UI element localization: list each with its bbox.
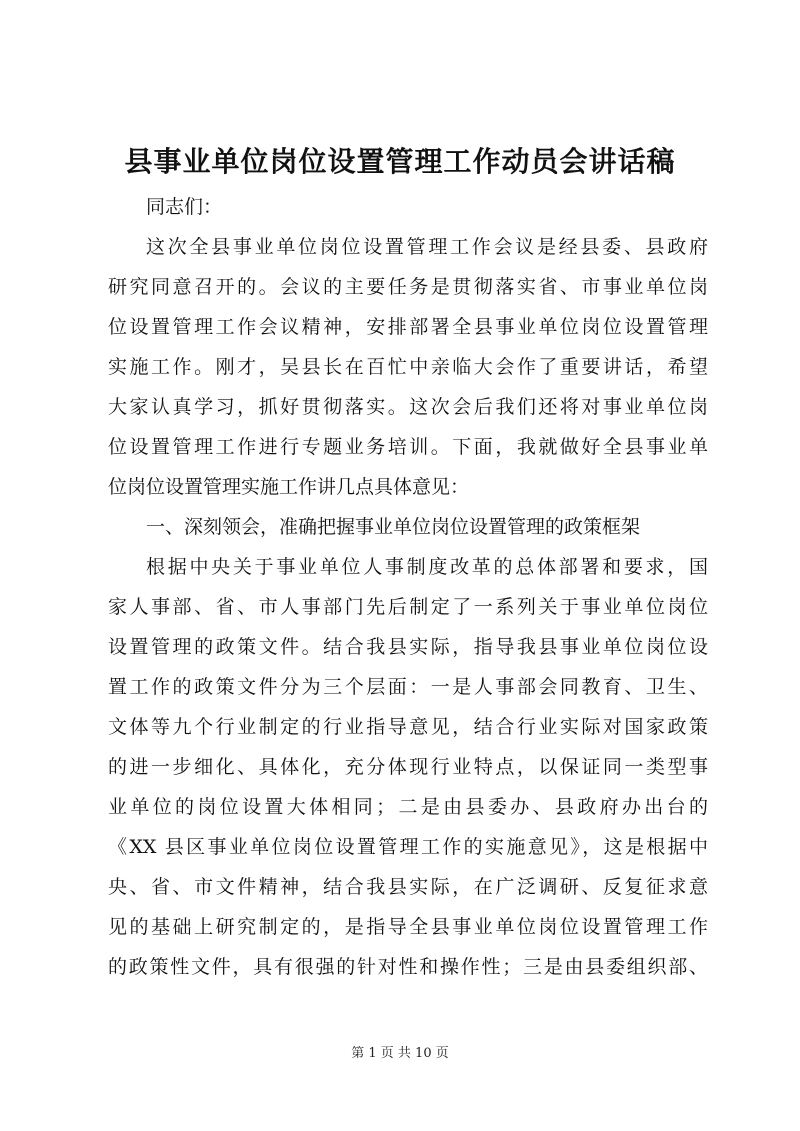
text-line: 央、省、市文件精神，结合我县实际，在广泛调研、反复征求意 [108,876,708,898]
text-line: 业单位的岗位设置大体相同；二是由县委办、县政府办出台的 [108,796,708,818]
greeting-paragraph [108,187,708,227]
section-heading [108,507,708,547]
text-line: 同志们： [146,196,223,218]
page-footer: 第 1 页 共 10 页 [351,1046,449,1061]
document-body [108,187,708,987]
text-line: 的进一步细化、具体化，充分体现行业特点，以保证同一类型事 [108,756,708,778]
text-line: 一、深刻领会，准确把握事业单位岗位设置管理的政策框架 [146,516,641,538]
text-line: 实施工作。刚才，吴县长在百忙中亲临大会作了重要讲话，希望 [108,356,708,378]
text-line: 置工作的政策文件分为三个层面：一是人事部会同教育、卫生、 [108,676,708,698]
text-line: 位设置管理工作会议精神，安排部署全县事业单位岗位设置管理 [108,316,708,338]
text-line: 文体等九个行业制定的行业指导意见，结合行业实际对国家政策 [108,716,708,738]
text-line: 设置管理的政策文件。结合我县实际，指导我县事业单位岗位设 [108,636,708,658]
text-line: 根据中央关于事业单位人事制度改革的总体部署和要求，国 [146,556,708,578]
text-line: 这次全县事业单位岗位设置管理工作会议是经县委、县政府 [146,236,708,258]
paragraph-policy [108,547,708,987]
text-line: 的政策性文件，具有很强的针对性和操作性；三是由县委组织部、 [108,956,708,978]
text-line: 位岗位设置管理实施工作讲几点具体意见： [108,476,470,498]
text-line: 大家认真学习，抓好贯彻落实。这次会后我们还将对事业单位岗 [108,396,708,418]
text-line: 家人事部、省、市人事部门先后制定了一系列关于事业单位岗位 [108,596,708,618]
document-title: 县事业单位岗位设置管理工作动员会讲话稿 [124,145,676,178]
text-line: 见的基础上研究制定的，是指导全县事业单位岗位设置管理工作 [108,916,708,938]
text-line: 位设置管理工作进行专题业务培训。下面，我就做好全县事业单 [108,436,708,458]
paragraph-intro [108,227,708,507]
text-line: 研究同意召开的。会议的主要任务是贯彻落实省、市事业单位岗 [108,276,708,298]
text-line: 《XX 县区事业单位岗位设置管理工作的实施意见》，这是根据中 [108,836,708,858]
